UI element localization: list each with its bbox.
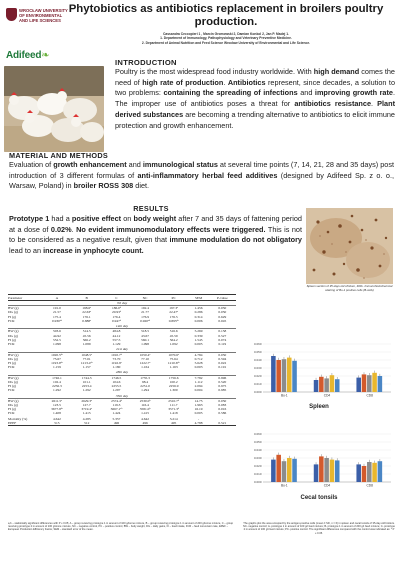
bar xyxy=(335,379,340,392)
table-row: BW (g) 191.0 198.6ᵃ 186.0ᵇ 192.4 197.3ᵃ 1.456 0.050 xyxy=(8,306,227,311)
x-tick-label: CD4 xyxy=(323,393,331,398)
university-logo xyxy=(6,6,68,40)
bar xyxy=(330,375,335,392)
spleen-chart-title: Spleen xyxy=(309,404,329,410)
table-row: DG (g) 44.92 45.56 44.12 43.67 45.59 0.339 0.527 xyxy=(8,333,227,338)
bar xyxy=(287,458,292,482)
spleen-histology-image xyxy=(306,208,393,284)
university-name: WROCŁAW UNIVERSITY OF ENVIRONMENTAL AND LIFE SCIENCES xyxy=(19,8,68,24)
table-section-row: 21st day xyxy=(8,347,236,352)
table-section-row: 7th day xyxy=(8,301,236,306)
table-row: FCR 1.292 1.292 1.297 1.294 1.300 0.004 0.985 xyxy=(8,387,227,392)
spleen-bar-chart xyxy=(243,340,395,402)
table-row: DG (g) 75.67 77.01 73.70 77.10 75.64 0.712 0.594 xyxy=(8,356,227,361)
bar xyxy=(271,356,276,392)
results-heading: RESULTS xyxy=(133,204,169,213)
y-tick-label: 0.050 xyxy=(253,440,262,445)
chart-footnote: The graphs plot the area occupied by the antigen-positive cells (mean ± SD, n = 6) in spleen and cecal tonsils of 35-day-old broilers. NC- negative control; A- prototype 1 in amount of 100 g/t feed mixture; B- prototype 1 in amount of 200 g/t feed mixture; C- prototype 2 in amount of 100 g/t feed mixture; PC- positive control. The significant differences compared with the control was indicated as: * P ≤ 0.05. xyxy=(243,522,395,535)
table-section-row: 35th day xyxy=(8,394,236,399)
y-tick-label: 0.000 xyxy=(253,390,262,395)
table-row: FCR 1.098 1.089 1.129 1.098 1.092 0.005 0.119 xyxy=(8,341,227,346)
table-section-row: 28th day xyxy=(8,370,236,375)
methods-text: Evaluation of growth enhancement and immunological status at several time points (7, 14, 21, 28 and 35 days) post introduction of 3 different formulas of anti-inflammatory herbal feed additives (designed by Adifeed Sp. z o. o., Warsaw, Poland) in broiler ROSS 308 diet. xyxy=(9,160,394,191)
growth-performance-table xyxy=(8,294,236,426)
table-row: DG (g) 102.4 101.1 104.6 98.4 100.2 1.112 0.520 xyxy=(8,379,227,384)
y-tick-label: 0.030 xyxy=(253,366,262,371)
bar xyxy=(324,378,329,392)
crest-icon xyxy=(6,8,17,21)
table-row: Mortality (%) 4.642 4.285 5.357 4.642 3.214 - - xyxy=(8,416,223,421)
bar xyxy=(276,455,281,482)
poster-title: Phytobiotics as antibiotics replacement in broilers poultry production. xyxy=(68,3,384,28)
bar xyxy=(271,460,276,482)
bar xyxy=(378,376,383,392)
bar xyxy=(356,464,361,482)
bar xyxy=(372,373,377,392)
table-row: FI (g) 2256.3 2253.4 2255.5 2251.0 2256.9 2.094 0.975 xyxy=(8,383,227,388)
bar xyxy=(367,462,372,482)
y-tick-label: 0.040 xyxy=(253,358,262,363)
y-tick-label: 0.030 xyxy=(253,456,262,461)
table-row: BW (g) 1746.1 1744.3 1746.5 1735.3 1756.6 7.782 0.996 xyxy=(8,375,227,380)
bar xyxy=(292,361,297,392)
table-row: FI (g) 175.4 176.1 176.4 176.9 176.5 0.314 0.629 xyxy=(8,314,227,319)
y-tick-label: 0.020 xyxy=(253,464,262,469)
table-row: BW (g) 2611.5ᵃ 2629.3ᵃ 2574.4ᵇ 2530.0ᵇ 2510.7ᵇ 14.75 0.050 xyxy=(8,398,227,403)
authors: Cassandra Ceccopieri 1 , Marcin Gromowski 2, Damian Konkol 2, Jan P. Madej 1. xyxy=(163,32,289,36)
table-footnote: a,b – statistically significant differences with P ≤ 0.05; A – group receiving prototype 1 in amount of 100 g/tonne mixture, B – group receiving prototype 1 in amount of 200 g/tonne mixture, C – group receiving prototype 2 in amount of 100 g/tonne mixture, NC – negative control, PC – positive control, BW – body weight, DG – daily gains, FI – feed intake, FCR – feed conversion rate, EPEF – European Production Efficiency Factor, SEM – standard error of the mean. xyxy=(8,522,234,532)
bar xyxy=(335,460,340,482)
affiliation-1: 1. Department of Immunology, Pathophysiology and Veterinary Preventive Medicine. xyxy=(160,36,292,41)
x-tick-label: CD8 xyxy=(366,483,373,488)
cecal-tonsils-chart-title: Cecal tonsils xyxy=(300,495,338,501)
bar xyxy=(324,458,329,482)
bar xyxy=(276,360,281,392)
y-tick-label: 0.010 xyxy=(253,382,262,387)
table-row: DG (g) 21.57 22.63ᵃ 20.93ᵇ 21.77 22.47ᵃ 0.286 0.050 xyxy=(8,310,227,315)
table-row: FI (g) 1193.9ᵃᵇ 1213.4ᵃᵇ 1192.9ᵃ 1222.7ᵃ 1210.6ᵃᵇ 5.628 0.022 xyxy=(8,360,227,365)
results-text: Prototype 1 had a positive effect on body weight after 7 and 35 days of fattening period at a dose of 0.02%. No evident immunomodulatory effects were triggered. This is not to be considered as a negative result, given that immune modulation do not obligatory lead to an increase in ynphocyte count. xyxy=(9,214,302,256)
table-row: BW (g) 1020.5ᵃᵇ 1048.5ᵃ 1010.7ᵇ 1050.4ᵃ 1070.6ᵃ 4.784 0.050 xyxy=(8,352,227,357)
methods-heading: MATERIAL AND METHODS xyxy=(9,151,109,160)
bar xyxy=(287,358,292,392)
histology-caption: Spleen section of 35 days old chicken, 400x. Immunohistochemical staining of Bu-1 positive cells (B-cells) xyxy=(306,284,393,292)
table-row: FI (g) 3677.9ᵃᵇ 3719.4ᵃ 3667.1ᵃᵇ 3581.0ᵇ 3571.3ᵇ 16.19 0.016 xyxy=(8,406,227,411)
adifeed-logo: Adifeed❧ xyxy=(6,50,50,61)
bar xyxy=(292,459,297,482)
y-tick-label: 0.020 xyxy=(253,374,262,379)
table-header-row: Parameter A B C NC PC SEM P-value xyxy=(8,295,236,301)
x-tick-label: CD8 xyxy=(366,393,373,398)
table-row: FCR 0.930ᵃᵇ 0.888ᵃ 0.947ᵇ 0.920ᵃᵇ 0.895ᵃᵇ 0.006 0.045 xyxy=(8,318,227,323)
bar xyxy=(356,378,361,392)
bar xyxy=(372,463,377,482)
bar xyxy=(330,460,335,482)
authors-block xyxy=(60,32,392,45)
x-tick-label: CD4 xyxy=(323,483,331,488)
y-tick-label: 0.060 xyxy=(253,432,262,437)
y-tick-label: 0.010 xyxy=(253,472,262,477)
y-tick-label: 0.040 xyxy=(253,448,262,453)
y-tick-label: 0.060 xyxy=(253,342,262,347)
table-section-row: 14th day xyxy=(8,324,236,329)
introduction-heading: INTRODUCTION xyxy=(115,58,177,67)
bar xyxy=(362,374,367,392)
table-row: BW (g) 503.6 514.5 484.8 518.5 516.6 5.269 0.158 xyxy=(8,329,227,334)
x-tick-label: Bu-1 xyxy=(280,393,288,398)
bar xyxy=(282,359,287,392)
cecal-tonsils-bar-chart xyxy=(243,430,395,492)
x-tick-label: Bu-1 xyxy=(280,483,288,488)
table-row: FCR 1.408 1.415 1.424 1.415 1.418 0.005 0.586 xyxy=(8,410,227,415)
y-tick-label: 0.050 xyxy=(253,350,262,355)
bar xyxy=(314,380,319,392)
bar xyxy=(319,377,324,392)
bar xyxy=(362,466,367,482)
bar xyxy=(367,375,372,392)
bar xyxy=(378,461,383,482)
bar xyxy=(314,464,319,482)
broiler-chickens-photo xyxy=(4,66,104,152)
table-row: FI (g) 552.5 566.2 557.5 560.1 564.2 1.545 0.074 xyxy=(8,337,227,342)
table-row: FCR 1.159 1.157 1.180 1.164 1.163 0.003 0.191 xyxy=(8,364,227,369)
leaf-icon: ❧ xyxy=(41,50,50,61)
introduction-text: Poultry is the most widespread food industry worldwide. With high demand comes the need of high rate of production. Antibiotics represent, since decades, a solution to two problems: containing the spreading of infections and improving growth rate. The improper use of antibiotics poses a threat for antibiotics resistance. Plant derived substances are becoming a trending alternative to antibiotics to elicit immune protection and growth enhancement. xyxy=(115,67,396,130)
bar xyxy=(319,456,324,482)
y-tick-label: 0.000 xyxy=(253,480,262,485)
table-row: EPEF 515 512 496 496 495 4.788 0.521 xyxy=(8,421,236,426)
bar xyxy=(282,461,287,482)
affiliation-2: 2. Department of Animal Nutrition and Feed Science Wrocław University of Environmental and Life Science. xyxy=(141,40,311,45)
table-row: DG (g) 123.5 127.7 119.3 116.4 111.7 1.963 0.083 xyxy=(8,402,227,407)
